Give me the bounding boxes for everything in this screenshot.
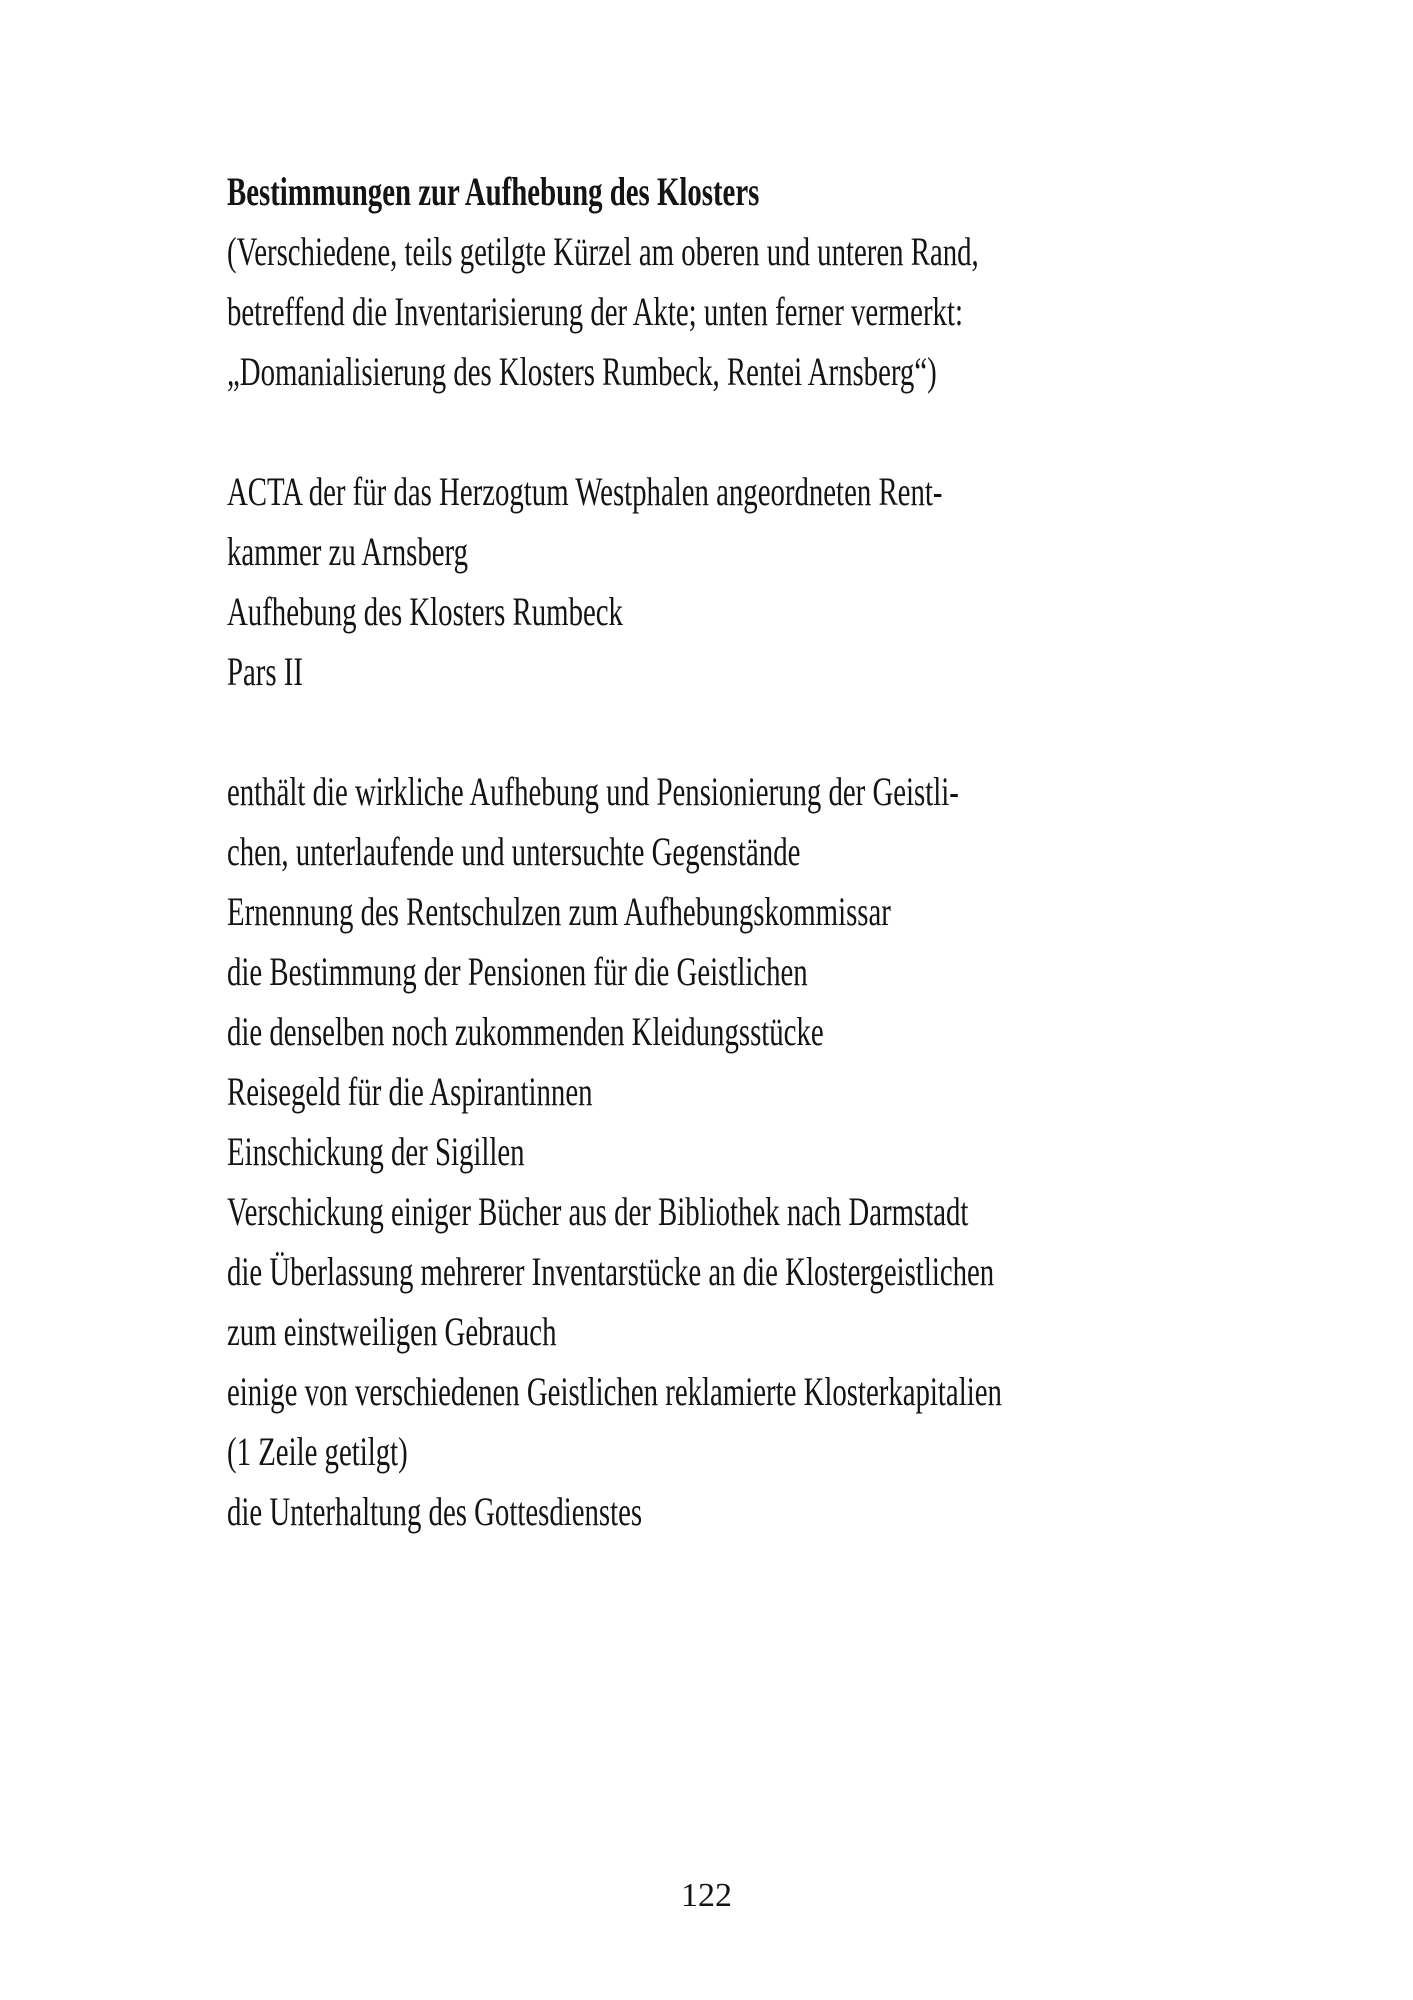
document-body	[227, 162, 1327, 1542]
text-line: ACTA der für das Herzogtum Westphalen angeordneten Rent-	[227, 469, 943, 514]
text-line: die Überlassung mehrerer Inventarstücke an die Klostergeistlichen	[227, 1249, 995, 1294]
text-line: Verschickung einiger Bücher aus der Bibliothek nach Darmstadt	[227, 1189, 969, 1234]
text-line: (1 Zeile getilgt)	[227, 1429, 408, 1474]
text-line: Aufhebung des Klosters Rumbeck	[227, 589, 623, 634]
page-number: 122	[681, 1877, 732, 1914]
text-line: kammer zu Arnsberg	[227, 529, 469, 574]
section-heading: Bestimmungen zur Aufhebung des Klosters	[227, 169, 760, 214]
text-line: die denselben noch zukommenden Kleidungsstücke	[227, 1009, 824, 1054]
text-section	[227, 462, 1327, 702]
text-line: chen, unterlaufende und untersuchte Gegenstände	[227, 829, 801, 874]
text-line: enthält die wirkliche Aufhebung und Pensionierung der Geistli-	[227, 769, 959, 814]
text-line: die Unterhaltung des Gottesdienstes	[227, 1489, 643, 1534]
text-line: Pars II	[227, 649, 303, 694]
text-line: „Domanialisierung des Klosters Rumbeck, Rentei Arnsberg“)	[227, 349, 937, 394]
text-line: die Bestimmung der Pensionen für die Geistlichen	[227, 949, 808, 994]
text-line: Reisegeld für die Aspirantinnen	[227, 1069, 593, 1114]
text-line: Ernennung des Rentschulzen zum Aufhebungskommissar	[227, 889, 891, 934]
text-section	[227, 162, 1327, 402]
text-line: Einschickung der Sigillen	[227, 1129, 525, 1174]
text-section	[227, 762, 1327, 1542]
text-line: (Verschiedene, teils getilgte Kürzel am oberen und unteren Rand,	[227, 229, 979, 274]
text-line: einige von verschiedenen Geistlichen reklamierte Klosterkapitalien	[227, 1369, 1002, 1414]
text-line: zum einstweiligen Gebrauch	[227, 1309, 557, 1354]
text-line: betreffend die Inventarisierung der Akte; unten ferner vermerkt:	[227, 289, 963, 334]
